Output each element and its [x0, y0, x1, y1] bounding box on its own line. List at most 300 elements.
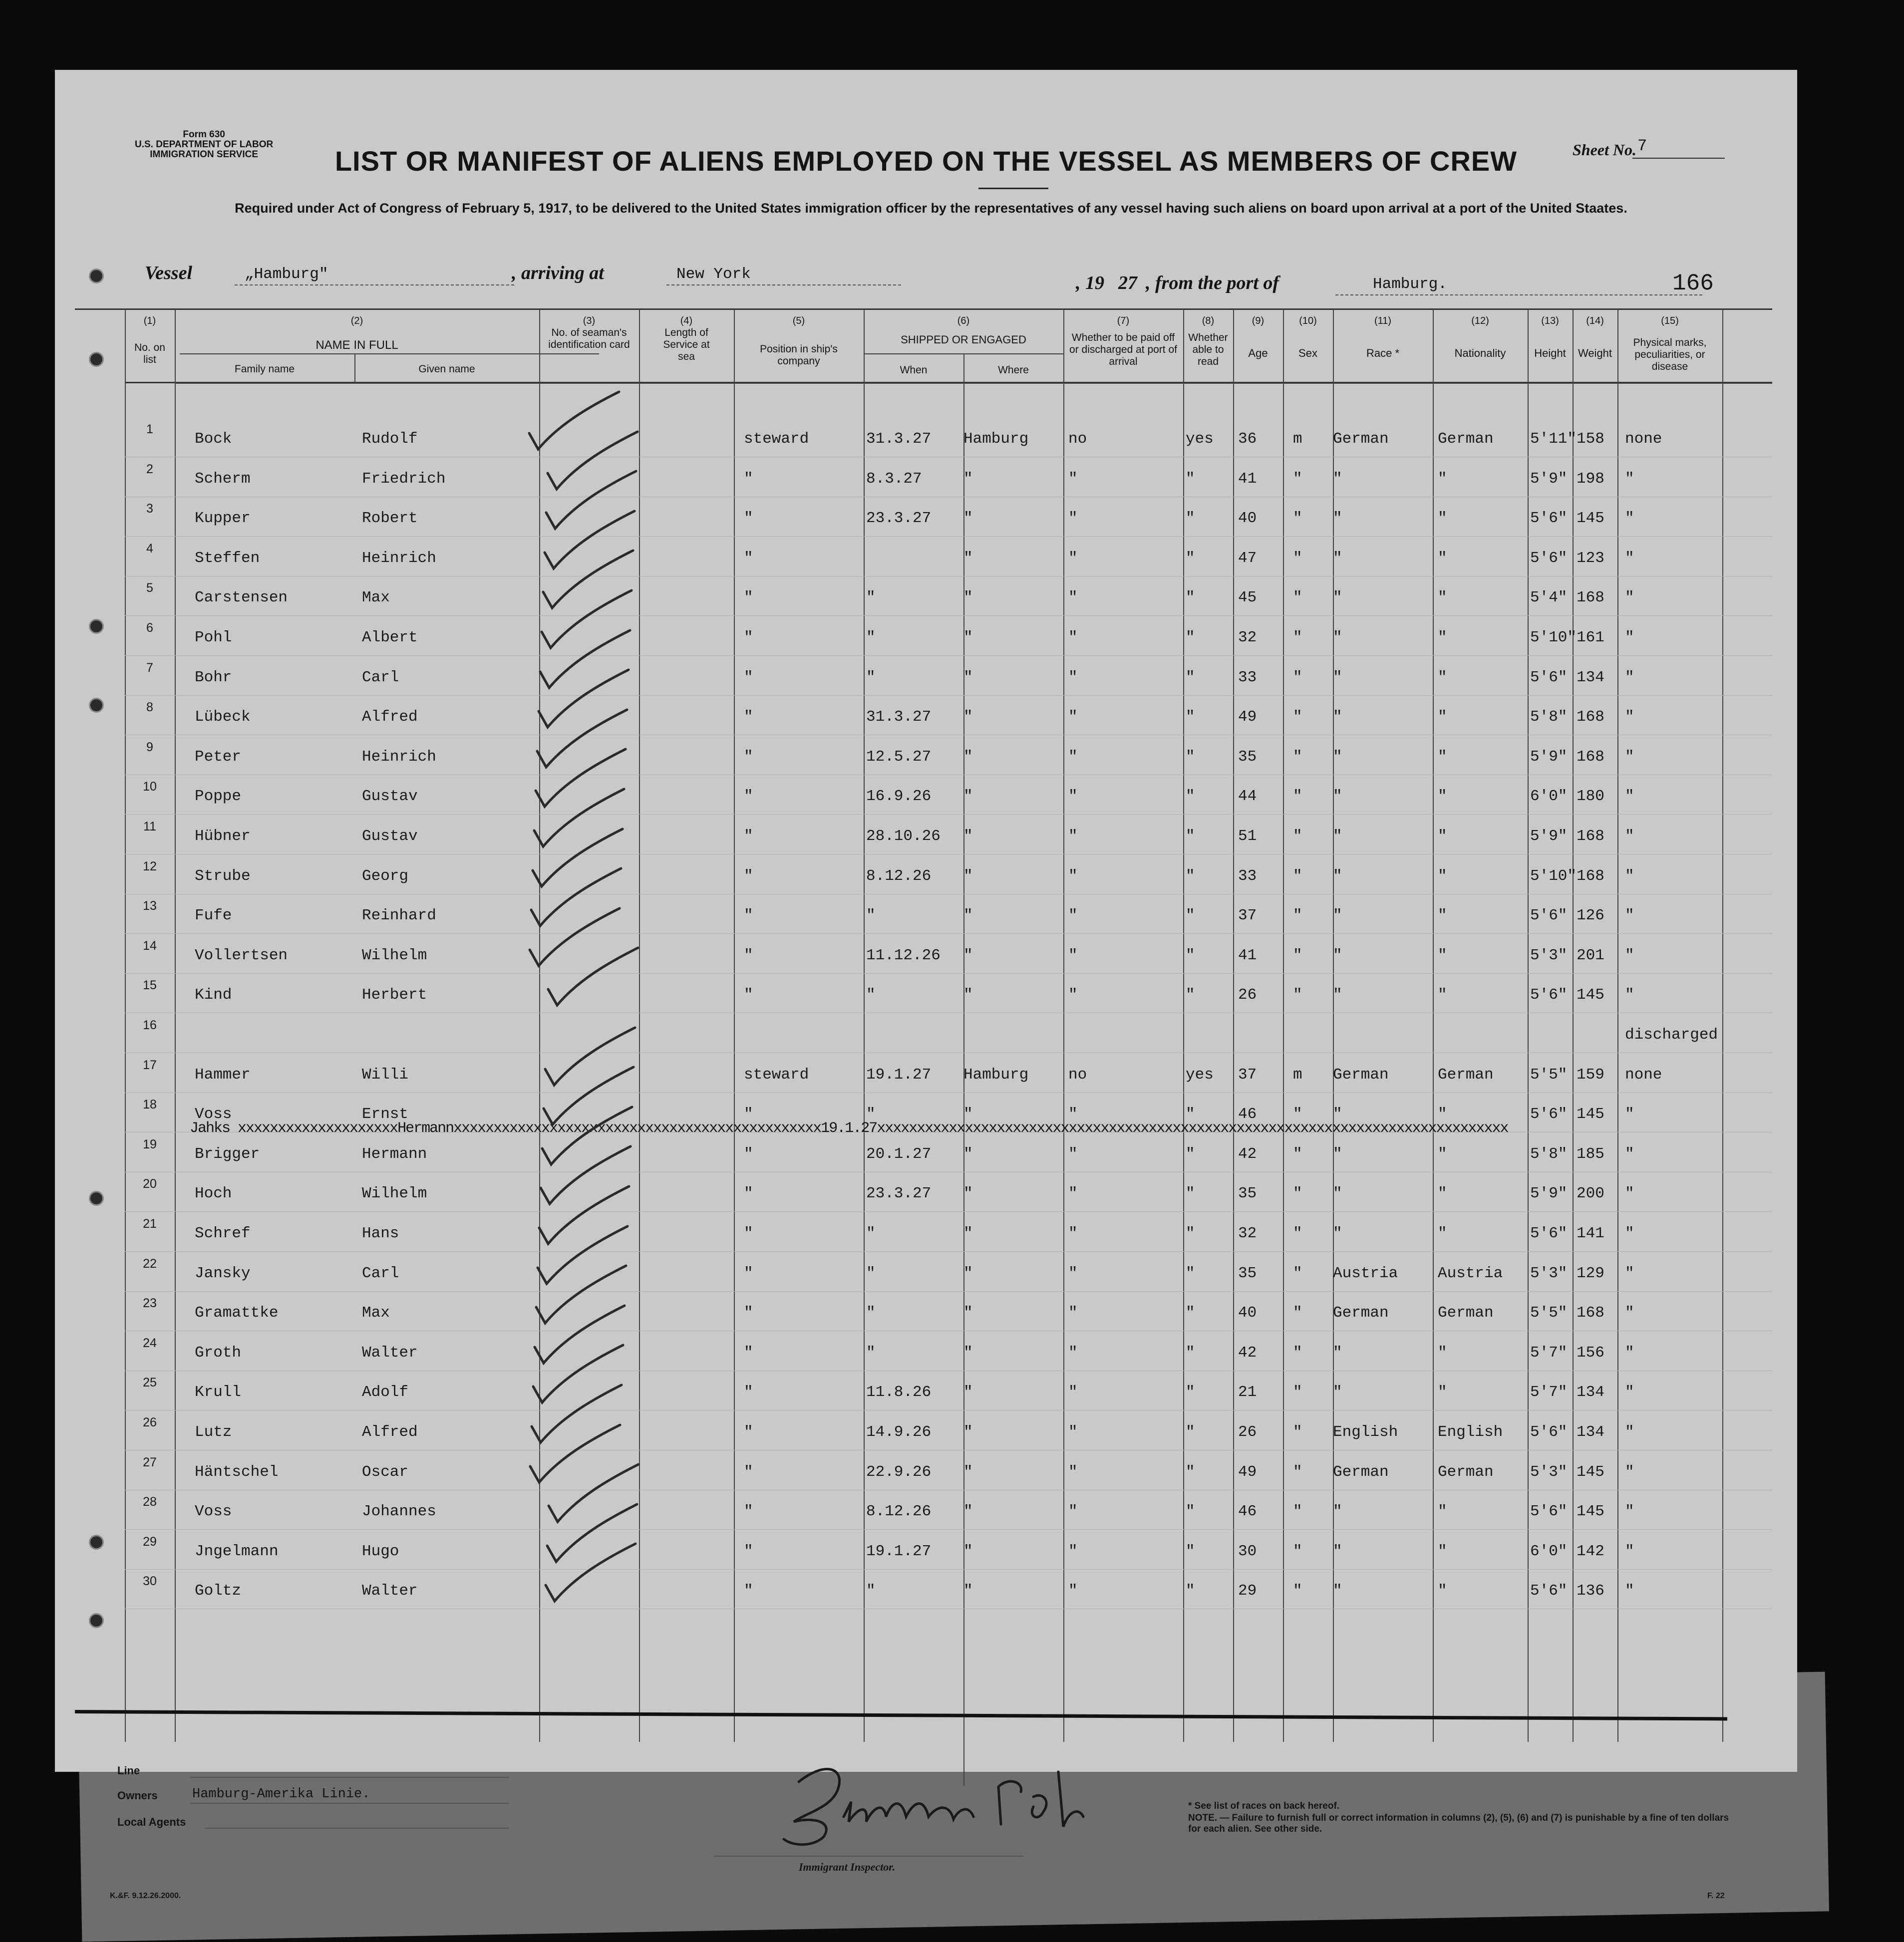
- given-name: Willi: [362, 1066, 409, 1084]
- height: 5'6": [1530, 986, 1568, 1004]
- check-mark: [548, 432, 637, 489]
- col13-header: Height: [1534, 347, 1566, 359]
- given-name: Heinrich: [362, 748, 436, 766]
- nationality: ": [1438, 669, 1447, 686]
- row-number: 6: [146, 621, 153, 635]
- shipped-where: ": [963, 867, 973, 885]
- weight: 145: [1577, 1106, 1604, 1123]
- col5-number: (5): [792, 315, 805, 326]
- height: 5'6": [1530, 1106, 1568, 1123]
- age: 30: [1238, 1543, 1257, 1560]
- service-name: IMMIGRATION SERVICE: [150, 149, 259, 160]
- height: 5'10": [1530, 629, 1577, 646]
- able-to-read: ": [1186, 589, 1195, 606]
- check-mark: [547, 1504, 637, 1562]
- height: 5'6": [1530, 1503, 1568, 1520]
- physical-marks: none: [1625, 430, 1662, 448]
- weight: 185: [1577, 1145, 1604, 1163]
- race: ": [1333, 1543, 1342, 1560]
- check-mark: [533, 829, 623, 886]
- family-name: Krull: [195, 1384, 242, 1401]
- paid-off: ": [1068, 1503, 1078, 1520]
- col11-header: Race *: [1366, 347, 1400, 359]
- weight: 134: [1577, 669, 1604, 686]
- shipped-where: ": [963, 629, 973, 646]
- paid-off: ": [1068, 1106, 1078, 1123]
- able-to-read: ": [1186, 708, 1195, 726]
- family-name: Hübner: [195, 828, 251, 845]
- position: ": [744, 1225, 753, 1242]
- check-mark: [545, 1028, 635, 1085]
- family-name: Poppe: [195, 788, 242, 805]
- col10-number: (10): [1299, 315, 1317, 326]
- age: 35: [1238, 748, 1257, 766]
- shipped-where: ": [963, 1185, 973, 1202]
- given-name: Walter: [362, 1582, 418, 1600]
- nationality: ": [1438, 550, 1447, 567]
- age: 35: [1238, 1185, 1257, 1202]
- check-mark: [531, 868, 621, 926]
- sex: ": [1293, 470, 1302, 488]
- physical-marks: ": [1625, 1106, 1634, 1123]
- col7-number: (7): [1117, 315, 1130, 326]
- check-mark: [536, 1266, 626, 1323]
- race: ": [1333, 828, 1342, 845]
- physical-marks: ": [1625, 589, 1634, 606]
- race: ": [1333, 1384, 1342, 1401]
- owners-value: Hamburg-Amerika Linie.: [192, 1787, 370, 1802]
- position: ": [744, 669, 753, 686]
- physical-marks: discharged: [1625, 1026, 1718, 1044]
- shipped-where: ": [963, 828, 973, 845]
- height: 5'6": [1530, 1225, 1568, 1242]
- col1-number: (1): [143, 315, 156, 326]
- shipped-where: ": [963, 669, 973, 686]
- shipped-where: ": [963, 1344, 973, 1362]
- shipped-where: ": [963, 1106, 973, 1123]
- sex: ": [1293, 1145, 1302, 1163]
- paid-off: ": [1068, 1225, 1078, 1242]
- col7-header: Whether to be paid off or discharged at port of arrival: [1069, 332, 1177, 367]
- given-name: Walter: [362, 1344, 418, 1362]
- paid-off: ": [1068, 470, 1078, 488]
- age: 42: [1238, 1145, 1257, 1163]
- row-number: 23: [143, 1296, 157, 1310]
- col6-header: SHIPPED OR ENGAGED: [901, 333, 1026, 346]
- race: ": [1333, 629, 1342, 646]
- check-mark: [543, 551, 633, 608]
- shipped-when: 16.9.26: [866, 788, 932, 805]
- given-name: Alfred: [362, 1423, 418, 1441]
- check-mark: [542, 590, 632, 648]
- physical-marks: ": [1625, 1185, 1634, 1202]
- row-number: 4: [146, 542, 153, 555]
- height: 5'6": [1530, 1423, 1568, 1441]
- able-to-read: ": [1186, 1265, 1195, 1282]
- family-name: Häntschel: [195, 1463, 279, 1481]
- family-name: Voss: [195, 1503, 232, 1520]
- weight: 201: [1577, 947, 1604, 964]
- year-prefix: , 19: [1076, 273, 1104, 293]
- sex: ": [1293, 1185, 1302, 1202]
- given-name: Herbert: [362, 986, 427, 1004]
- shipped-where: ": [963, 1384, 973, 1401]
- height: 5'4": [1530, 589, 1568, 606]
- given-name: Heinrich: [362, 550, 436, 567]
- shipped-when: 11.12.26: [866, 947, 941, 964]
- given-name: Carl: [362, 669, 399, 686]
- shipped-when: ": [866, 629, 876, 646]
- physical-marks: ": [1625, 708, 1634, 726]
- line-label: Line: [117, 1764, 140, 1777]
- given-name: Alfred: [362, 708, 418, 726]
- check-mark: [542, 1107, 632, 1164]
- nationality: ": [1438, 1543, 1447, 1560]
- race: ": [1333, 907, 1342, 924]
- row-number: 14: [143, 939, 157, 953]
- form-number: Form 630: [183, 129, 225, 140]
- races-note: * See list of races on back hereof.: [1188, 1801, 1340, 1811]
- height: 5'6": [1530, 669, 1568, 686]
- nationality: ": [1438, 907, 1447, 924]
- age: 37: [1238, 907, 1257, 924]
- age: 26: [1238, 1423, 1257, 1441]
- given-name: Rudolf: [362, 430, 418, 448]
- given-name: Friedrich: [362, 470, 446, 488]
- family-name: Kupper: [195, 510, 251, 527]
- race: ": [1333, 1225, 1342, 1242]
- race: German: [1333, 1304, 1389, 1322]
- physical-marks: ": [1625, 629, 1634, 646]
- given-name: Hermann: [362, 1145, 427, 1163]
- age: 46: [1238, 1503, 1257, 1520]
- able-to-read: ": [1186, 1344, 1195, 1362]
- col3-header: No. of seaman's identification card: [548, 327, 630, 350]
- col6-number: (6): [957, 315, 970, 326]
- age: 44: [1238, 788, 1257, 805]
- nationality: ": [1438, 867, 1447, 885]
- paid-off: no: [1068, 1066, 1087, 1084]
- position: ": [744, 1185, 753, 1202]
- given-name: Carl: [362, 1265, 399, 1282]
- able-to-read: ": [1186, 510, 1195, 527]
- position: ": [744, 1304, 753, 1322]
- nationality: ": [1438, 1225, 1447, 1242]
- sex: ": [1293, 748, 1302, 766]
- position: ": [744, 1145, 753, 1163]
- able-to-read: ": [1186, 629, 1195, 646]
- department-name: U.S. DEPARTMENT OF LABOR: [135, 139, 274, 150]
- row-number: 9: [146, 740, 153, 754]
- paid-off: ": [1068, 550, 1078, 567]
- position: ": [744, 1344, 753, 1362]
- from-port: Hamburg.: [1373, 276, 1447, 293]
- sex: ": [1293, 1423, 1302, 1441]
- paid-off: ": [1068, 510, 1078, 527]
- position: steward: [744, 1066, 809, 1084]
- printer-mark: K.&F. 9.12.26.2000.: [110, 1892, 181, 1900]
- row-number: 7: [146, 661, 153, 675]
- weight: 200: [1577, 1185, 1604, 1202]
- position: ": [744, 510, 753, 527]
- sex: ": [1293, 1503, 1302, 1520]
- weight: 168: [1577, 589, 1604, 606]
- nationality: ": [1438, 1185, 1447, 1202]
- able-to-read: ": [1186, 1503, 1195, 1520]
- height: 6'0": [1530, 788, 1568, 805]
- age: 37: [1238, 1066, 1257, 1084]
- shipped-when: 8.12.26: [866, 867, 932, 885]
- race: ": [1333, 1503, 1342, 1520]
- nationality: ": [1438, 629, 1447, 646]
- row-number: 26: [143, 1415, 157, 1429]
- physical-marks: ": [1625, 1503, 1634, 1520]
- paid-off: ": [1068, 1582, 1078, 1600]
- age: 32: [1238, 629, 1257, 646]
- family-name: Kind: [195, 986, 232, 1004]
- row-number: 15: [143, 978, 157, 992]
- paid-off: ": [1068, 1543, 1078, 1560]
- sex: ": [1293, 629, 1302, 646]
- weight: 168: [1577, 867, 1604, 885]
- col12-header: Nationality: [1454, 347, 1506, 359]
- family-name: Jansky: [195, 1265, 251, 1282]
- sex: ": [1293, 669, 1302, 686]
- binder-hole: [89, 1613, 104, 1628]
- weight: 126: [1577, 907, 1604, 924]
- binder-hole: [89, 269, 104, 283]
- sex: ": [1293, 1344, 1302, 1362]
- race: ": [1333, 1106, 1342, 1123]
- paid-off: ": [1068, 828, 1078, 845]
- shipped-where: ": [963, 1463, 973, 1481]
- family-name: Lutz: [195, 1423, 232, 1441]
- family-name: Steffen: [195, 550, 260, 567]
- height: 5'6": [1530, 1582, 1568, 1600]
- col9-header: Age: [1248, 347, 1268, 359]
- check-mark: [546, 471, 636, 529]
- check-mark: [533, 1345, 623, 1402]
- nationality: German: [1438, 1304, 1494, 1322]
- age: 33: [1238, 669, 1257, 686]
- sex: ": [1293, 1106, 1302, 1123]
- family-name: Hoch: [195, 1185, 232, 1202]
- physical-marks: ": [1625, 510, 1634, 527]
- arriving-label: , arriving at: [512, 263, 604, 283]
- sex: ": [1293, 986, 1302, 1004]
- row-number: 13: [143, 899, 157, 913]
- physical-marks: ": [1625, 1265, 1634, 1282]
- height: 5'6": [1530, 510, 1568, 527]
- shipped-where: ": [963, 1503, 973, 1520]
- weight: 141: [1577, 1225, 1604, 1242]
- family-name: Brigger: [195, 1145, 260, 1163]
- col4-number: (4): [680, 315, 693, 326]
- height: 5'9": [1530, 748, 1568, 766]
- physical-marks: ": [1625, 470, 1634, 488]
- row-number: 30: [143, 1574, 157, 1588]
- race: ": [1333, 1344, 1342, 1362]
- check-mark: [537, 710, 627, 767]
- able-to-read: ": [1186, 1106, 1195, 1123]
- given-name: Albert: [362, 629, 418, 646]
- position: ": [744, 1582, 753, 1600]
- weight: 145: [1577, 510, 1604, 527]
- position: ": [744, 629, 753, 646]
- sex: ": [1293, 907, 1302, 924]
- race: ": [1333, 708, 1342, 726]
- shipped-when: 14.9.26: [866, 1423, 932, 1441]
- shipped-when: 19.1.27: [866, 1543, 932, 1560]
- weight: 134: [1577, 1423, 1604, 1441]
- check-mark: [539, 670, 629, 727]
- weight: 136: [1577, 1582, 1604, 1600]
- shipped-when: 22.9.26: [866, 1463, 932, 1481]
- paid-off: ": [1068, 708, 1078, 726]
- col3-number: (3): [583, 315, 596, 326]
- sex: ": [1293, 1543, 1302, 1560]
- able-to-read: ": [1186, 1543, 1195, 1560]
- sex: ": [1293, 867, 1302, 885]
- check-mark: [530, 1425, 620, 1482]
- sex: ": [1293, 1225, 1302, 1242]
- age: 40: [1238, 1304, 1257, 1322]
- family-name: Goltz: [195, 1582, 242, 1600]
- paid-off: ": [1068, 1423, 1078, 1441]
- sex: ": [1293, 510, 1302, 527]
- col1-header: No. on list: [134, 342, 165, 365]
- able-to-read: ": [1186, 867, 1195, 885]
- height: 5'8": [1530, 708, 1568, 726]
- sex: ": [1293, 708, 1302, 726]
- height: 5'3": [1530, 947, 1568, 964]
- col5-header: Position in ship's company: [760, 343, 838, 367]
- height: 5'5": [1530, 1066, 1568, 1084]
- shipped-where: ": [963, 1225, 973, 1242]
- shipped-when: 12.5.27: [866, 748, 932, 766]
- col9-number: (9): [1252, 315, 1265, 326]
- shipped-when: 11.8.26: [866, 1384, 932, 1401]
- shipped-when: 19.1.27: [866, 1066, 932, 1084]
- nationality: ": [1438, 1384, 1447, 1401]
- row-number: 27: [143, 1455, 157, 1469]
- shipped-when: 8.3.27: [866, 470, 922, 488]
- race: ": [1333, 1582, 1342, 1600]
- col2-header: NAME IN FULL: [316, 338, 398, 352]
- age: 41: [1238, 947, 1257, 964]
- agents-fill-line: [205, 1828, 509, 1829]
- check-mark: [549, 1464, 638, 1522]
- nationality: ": [1438, 510, 1447, 527]
- nationality: ": [1438, 1344, 1447, 1362]
- shipped-where: ": [963, 947, 973, 964]
- sex: m: [1293, 1066, 1302, 1084]
- shipped-where: ": [963, 1145, 973, 1163]
- age: 42: [1238, 1344, 1257, 1362]
- vessel-label: Vessel: [145, 263, 192, 283]
- weight: 129: [1577, 1265, 1604, 1282]
- physical-marks: ": [1625, 1145, 1634, 1163]
- inspector-label: Immigrant Inspector.: [799, 1861, 896, 1873]
- check-mark: [544, 1067, 634, 1124]
- paid-off: ": [1068, 947, 1078, 964]
- physical-marks: ": [1625, 828, 1634, 845]
- family-name: Gramattke: [195, 1304, 279, 1322]
- physical-marks: ": [1625, 550, 1634, 567]
- col6-where-header: Where: [998, 364, 1029, 376]
- position: ": [744, 708, 753, 726]
- race: English: [1333, 1423, 1398, 1441]
- position: ": [744, 470, 753, 488]
- row-number: 29: [143, 1535, 157, 1549]
- shipped-when: 28.10.26: [866, 828, 941, 845]
- race: ": [1333, 510, 1342, 527]
- row-number: 28: [143, 1495, 157, 1509]
- family-name: Bock: [195, 430, 232, 448]
- height: 5'9": [1530, 1185, 1568, 1202]
- given-name: Gustav: [362, 828, 418, 845]
- paid-off: ": [1068, 788, 1078, 805]
- shipped-when: ": [866, 986, 876, 1004]
- row-number: 19: [143, 1137, 157, 1151]
- col11-number: (11): [1374, 315, 1392, 326]
- given-name: Ernst: [362, 1106, 409, 1123]
- able-to-read: ": [1186, 1145, 1195, 1163]
- signature-line: [714, 1856, 1023, 1857]
- sex: ": [1293, 788, 1302, 805]
- family-name: Groth: [195, 1344, 242, 1362]
- able-to-read: ": [1186, 1304, 1195, 1322]
- able-to-read: yes: [1186, 1066, 1214, 1084]
- sex: ": [1293, 550, 1302, 567]
- shipped-where: ": [963, 907, 973, 924]
- given-name: Robert: [362, 510, 418, 527]
- physical-marks: ": [1625, 748, 1634, 766]
- height: 5'9": [1530, 828, 1568, 845]
- nationality: German: [1438, 430, 1494, 448]
- able-to-read: ": [1186, 907, 1195, 924]
- given-name: Adolf: [362, 1384, 409, 1401]
- given-name: Max: [362, 589, 390, 606]
- col14-header: Weight: [1578, 347, 1612, 359]
- shipped-when: 31.3.27: [866, 708, 932, 726]
- shipped-where: Hamburg: [963, 1066, 1029, 1084]
- able-to-read: ": [1186, 1582, 1195, 1600]
- paid-off: ": [1068, 907, 1078, 924]
- shipped-where: ": [963, 1304, 973, 1322]
- shipped-where: ": [963, 708, 973, 726]
- age: 46: [1238, 1106, 1257, 1123]
- race: German: [1333, 1066, 1389, 1084]
- position: ": [744, 788, 753, 805]
- arriving-port: New York: [676, 266, 751, 283]
- weight: 168: [1577, 748, 1604, 766]
- physical-marks: ": [1625, 1582, 1634, 1600]
- weight: 145: [1577, 1503, 1604, 1520]
- given-name: Reinhard: [362, 907, 436, 924]
- weight: 198: [1577, 470, 1604, 488]
- nationality: ": [1438, 828, 1447, 845]
- col8-header: Whether able to read: [1188, 332, 1228, 367]
- weight: 158: [1577, 430, 1604, 448]
- shipped-when: 23.3.27: [866, 1185, 932, 1202]
- shipped-when: 20.1.27: [866, 1145, 932, 1163]
- family-name: Carstensen: [195, 589, 288, 606]
- physical-marks: ": [1625, 1463, 1634, 1481]
- check-mark: [530, 908, 620, 966]
- sex: m: [1293, 430, 1302, 448]
- position: ": [744, 1463, 753, 1481]
